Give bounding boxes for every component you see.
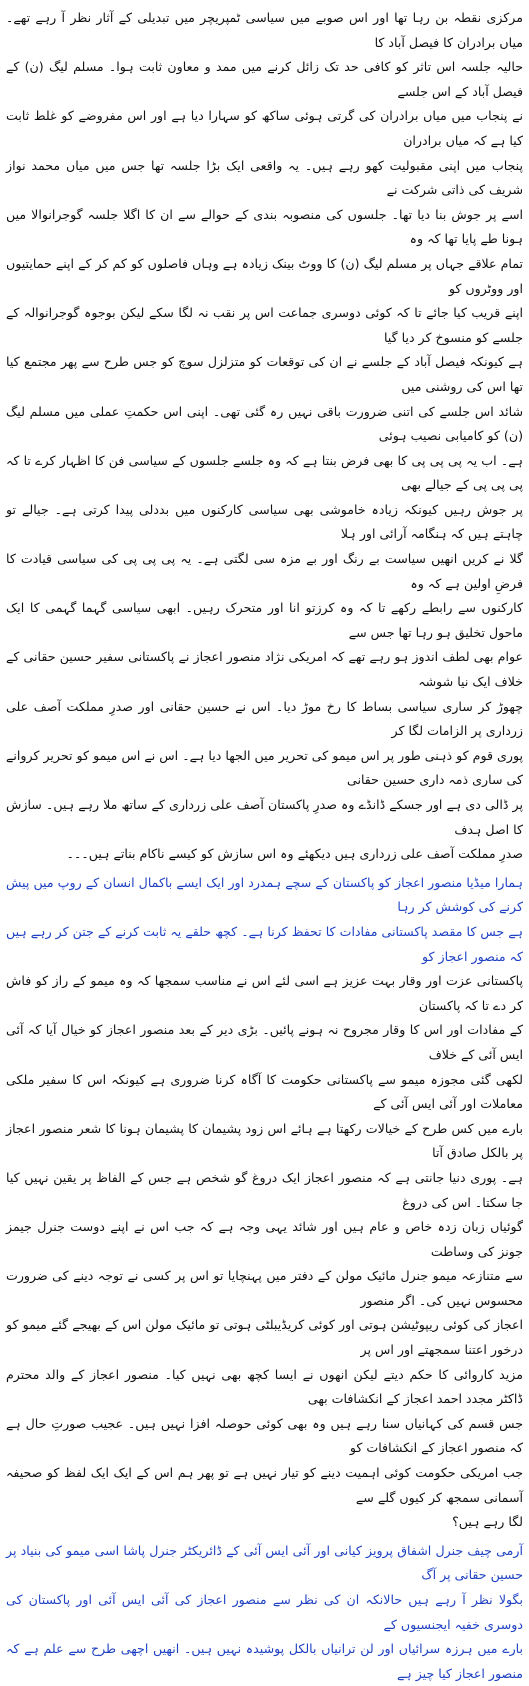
article-paragraph-1: مرکزی نقطہ بن رہا تھا اور اس صوبے میں سیاسی ٹمپریچر میں تبدیلی کے آثار نظر آ رہے تھے۔ میاں برادران کا فیصل آباد کا حالیہ جلسہ اس تاثر کو کافی حد تک زائل کرنے میں ممد و معاون ثابت ہوا۔ مسلم لیگ (ن) کے فیصل آباد کے اس جلسے نے پنجاب میں میاں برادران کی گرتی ہوئی ساکھ کو سہارا دیا ہے اور اس مفروضے کو غلط ثابت کیا ہے کہ میاں برادران پنجاب میں اپنی مقبولیت کھو رہے ہیں۔ یہ واقعی ایک بڑا جلسہ تھا جس میں میاں محمد نواز شریف کی ذاتی شرکت نے اسے پر جوش بنا دیا تھا۔ جلسوں کی منصوبہ بندی کے حوالے سے ان کا اگلا جلسہ گوجرانوالا میں ہونا طے پایا تھا کہ وہ تمام علاقے جہاں پر مسلم لیگ (ن) کا ووٹ بینک زیادہ ہے وہاں فاصلوں کو کم کر کے اپنے حمایتیوں اور ووٹروں کو اپنے قریب کیا جائے تا کہ کوئی دوسری جماعت اس پر نقب نہ لگا سکے لیکن بوجوہ گوجرانوالہ کے جلسے کو منسوخ کر دیا گیا ہے کیونکہ فیصل آباد کے جلسے نے ان کی توقعات کو متزلزل سوچ کو جس طرح سے پھر مجتمع کیا تھا اس کی روشنی میں شائد اس جلسے کی اتنی ضرورت باقی نہیں رہ گئی تھی۔ اپنی اس حکمتِ عملی میں مسلم لیگ (ن) کو کامیابی نصیب ہوئی ہے۔ اب یہ پی پی پی کا بھی فرض بنتا ہے کہ وہ جلسے جلسوں کے سیاسی فن کا اظہار کرے تا کہ پی پی پی کے جیالے بھی پر جوش رہیں کیونکہ زیادہ خاموشی بھی سیاسی کارکنوں میں بددلی پیدا کرتی ہے۔ جیالے تو چاہتے ہیں کہ ہنگامہ آرائی اور ہلا گلا نے کریں انھیں سیاست بے رنگ اور بے مزہ سی لگتی ہے۔ یہ پی پی پی کی سیاسی قیادت کا فرضِ اولین ہے کہ وہ کارکنوں سے رابطے رکھے تا کہ وہ کرزتو انا اور متحرک رہیں۔ ابھی سیاسی گہما گہمی کا ایک ماحول تخلیق ہو رہا تھا جس سے عوام بھی لطف اندوز ہو رہے تھے کہ امریکی نژاد منصور اعجاز نے پاکستانی سفیر حسین حقانی کے خلاف ایک نیا شوشہ چھوڑ کر ساری سیاسی بساط کا رخ موڑ دیا۔ اس نے حسین حقانی اور صدرِ مملکت آصف علی زرداری پر الزامات لگا کر پوری قوم کو ذہنی طور پر اس میمو کی تحریر میں الجھا دیا ہے۔ اس نے اس میمو کو تحریر کروانے کی ساری ذمہ داری حسین حقانی پر ڈالی دی ہے اور جسکے ڈانڈے وہ صدرِ پاکستان آصف علی زرداری کے ساتھ ملا رہے ہیں۔ سازش کا اصل ہدف صدرِ مملکت آصف علی زرداری ہیں دیکھئے وہ اس سازش کو کیسے ناکام بناتے ہیں۔۔۔ [6,10,523,862]
article-paragraph-4-highlighted: آرمی چیف جنرل اشفاق پرویز کیانی اور آئی ایس آئی کے ڈائریکٹر جنرل پاشا اسی میمو کی بنیاد پر حسین حقانی پر آگ بگولا نظر آ رہے ہیں حالانکہ ان کی نظر سے منصور اعجاز کی آئی ایس آئی اور پاکستان کی دوسری خفیہ ایجنسیوں کے بارے میں ہرزہ سرائیاں اور لن ترانیاں بالکل پوشیدہ نہیں ہیں۔ انھیں اچھی طرح سے علم ہے کہ منصور اعجاز کیا چیز ہے [6,1542,523,1681]
article-paragraph-2-highlighted: ہمارا میڈیا منصور اعجاز کو پاکستان کے سچے ہمدرد اور ایک ایسے باکمال انسان کے روپ میں پیش کرنے کی کوشش کر رہا ہے جس کا مقصد پاکستانی مفادات کا تحفظ کرنا ہے۔ کچھ حلقے یہ ثابت کرنے کے جتن کر رہے ہیں کہ منصور اعجاز کو [6,874,523,964]
article-paragraph-3: پاکستانی عزت اور وقار بہت عزیز ہے اسی لئے اس نے مناسب سمجھا کہ وہ میمو کے راز کو فاش کر دے تا کہ پاکستان کے مفادات اور اس کا وقار مجروح نہ ہونے پائیں۔ بڑی دیر کے بعد منصور اعجاز کو خیال آیا کہ آئی ایس آئی کے خلاف لکھی گئی مجوزہ میمو سے پاکستانی حکومت کا آگاہ کرنا ضروری ہے کیونکہ اس کا سفیر ملکی معاملات اور آئی ایس آئی کے بارے میں کس طرح کے خیالات رکھتا ہے ہائے اس زود پشیمان کا پشیمان ہونا کا شعر منصور اعجاز پر بالکل صادق آتا ہے۔ پوری دنیا جانتی ہے کہ منصور اعجاز ایک دروغ گو شخص ہے جس کے الفاظ پر یقین نہیں کیا جا سکتا۔ اس کی دروغ گوئیاں زبان زدہ خاص و عام ہیں اور شائد یہی وجہ ہے کہ جب اس نے اپنے دوست جنرل جیمز جونز کی وساطت سے متنازعہ میمو جنرل مائیک مولن کے دفتر میں پہنچایا تو اس پر کسی نے توجہ دینے کی ضرورت محسوس نہیں کی۔ اگر منصور اعجاز کی کوئی ریپوٹیشن ہوتی اور کوئی کریڈیبلٹی ہوتی تو مائیک مولن اس کے بھیجے گئے میمو کو درخور اعتنا سمجھتے اور اس پر مزید کاروائی کا حکم دیتے لیکن انھوں نے ایسا کچھ بھی نہیں کیا۔ منصور اعجاز کے والد محترم ڈاکٹر مجدد احمد اعجاز کے انکشافات بھی جس قسم کی کہانیاں سنا رہے ہیں وہ بھی کوئی حوصلہ افزا نہیں ہیں۔ عجیب صورتِ حال ہے کہ منصور اعجاز کے انکشافات کو جب امریکی حکومت کوئی اہمیت دینے کو تیار نہیں ہے تو پھر ہم اس کے ایک ایک لفظ کو صحیفہ آسمانی سمجھ کر کیوں گلے سے لگا رہے ہیں؟ [6,973,523,1530]
